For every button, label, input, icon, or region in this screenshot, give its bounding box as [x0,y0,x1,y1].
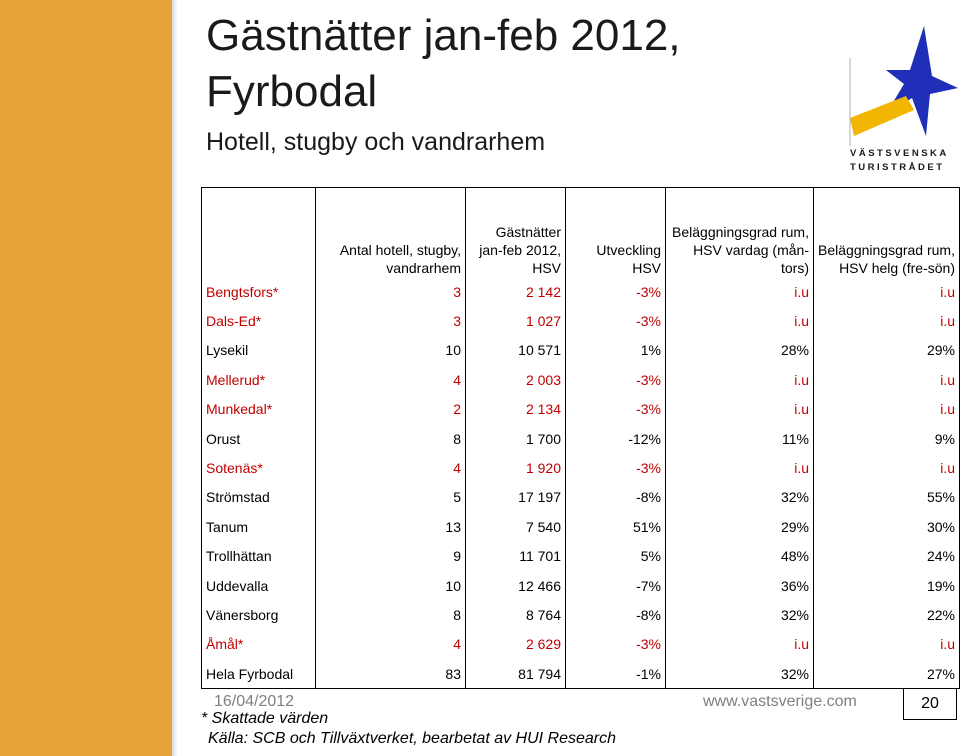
cell-occupancy-weekend: i.u [814,306,960,335]
cell-guest-nights: 17 197 [466,483,566,512]
cell-municipality: Dals-Ed* [202,306,316,335]
header-occupancy-weekday: Beläggningsgrad rum, HSV vardag (mån-tors) [666,188,814,278]
table-row [202,395,960,424]
cell-occupancy-weekday: i.u [666,365,814,394]
cell-occupancy-weekend: 29% [814,336,960,365]
cell-municipality: Orust [202,424,316,453]
cell-occupancy-weekday: 11% [666,424,814,453]
header-occupancy-weekend: Beläggningsgrad rum, HSV helg (fre-sön) [814,188,960,278]
cell-establishments: 2 [316,395,466,424]
cell-establishments: 10 [316,571,466,600]
cell-occupancy-weekday: i.u [666,306,814,335]
cell-guest-nights: 2 629 [466,630,566,659]
cell-municipality: Sotenäs* [202,453,316,482]
cell-establishments: 4 [316,630,466,659]
table-row [202,306,960,335]
cell-change: -3% [566,365,666,394]
cell-change: -3% [566,306,666,335]
table-row [202,453,960,482]
cell-change: 5% [566,542,666,571]
cell-change: -8% [566,483,666,512]
cell-municipality: Hela Fyrbodal [202,659,316,689]
header-change: Utveckling HSV [566,188,666,278]
cell-guest-nights: 1 027 [466,306,566,335]
table-row [202,600,960,629]
cell-occupancy-weekend: 27% [814,659,960,689]
header-establishments: Antal hotell, stugby, vandrarhem [316,188,466,278]
cell-municipality: Mellerud* [202,365,316,394]
footnote-estimated: * Skattade värden [201,710,329,727]
table-row [202,542,960,571]
cell-occupancy-weekday: 28% [666,336,814,365]
cell-occupancy-weekday: 36% [666,571,814,600]
logo-flag-icon [850,96,914,136]
logo-text-line1: VÄSTSVENSKA [850,148,949,159]
cell-establishments: 4 [316,453,466,482]
cell-occupancy-weekend: 55% [814,483,960,512]
cell-change: 1% [566,336,666,365]
page-number: 20 [903,688,957,720]
cell-occupancy-weekend: 22% [814,600,960,629]
cell-occupancy-weekday: 32% [666,600,814,629]
table-row [202,365,960,394]
logo-star-icon [886,26,958,136]
cell-guest-nights: 2 003 [466,365,566,394]
cell-occupancy-weekday: 29% [666,512,814,541]
footer-url: www.vastsverige.com [703,693,857,710]
cell-establishments: 3 [316,277,466,306]
cell-guest-nights: 7 540 [466,512,566,541]
logo-text-line2: TURISTRÅDET [850,162,945,173]
table-row [202,483,960,512]
cell-guest-nights: 2 142 [466,277,566,306]
table-row [202,659,960,689]
cell-occupancy-weekday: i.u [666,630,814,659]
cell-occupancy-weekend: 30% [814,512,960,541]
table-header-row [202,188,960,278]
cell-guest-nights: 10 571 [466,336,566,365]
cell-change: -1% [566,659,666,689]
cell-establishments: 83 [316,659,466,689]
cell-establishments: 5 [316,483,466,512]
cell-municipality: Munkedal* [202,395,316,424]
cell-guest-nights: 1 920 [466,453,566,482]
cell-occupancy-weekend: i.u [814,630,960,659]
table-row [202,571,960,600]
cell-municipality: Trollhättan [202,542,316,571]
cell-occupancy-weekday: 32% [666,483,814,512]
cell-establishments: 13 [316,512,466,541]
cell-guest-nights: 11 701 [466,542,566,571]
cell-occupancy-weekend: i.u [814,395,960,424]
cell-guest-nights: 12 466 [466,571,566,600]
guest-nights-table [201,187,960,689]
slide-title: Gästnätter jan-feb 2012, Fyrbodal [206,11,681,116]
cell-occupancy-weekday: i.u [666,395,814,424]
cell-change: -3% [566,630,666,659]
cell-guest-nights: 1 700 [466,424,566,453]
table-row [202,512,960,541]
side-bar-shadow [172,0,178,756]
cell-guest-nights: 8 764 [466,600,566,629]
cell-establishments: 8 [316,600,466,629]
header-guest-nights: Gästnätter jan-feb 2012, HSV [466,188,566,278]
table-row [202,424,960,453]
cell-establishments: 9 [316,542,466,571]
cell-guest-nights: 81 794 [466,659,566,689]
cell-municipality: Strömstad [202,483,316,512]
table-row [202,630,960,659]
cell-occupancy-weekday: 32% [666,659,814,689]
cell-occupancy-weekend: 9% [814,424,960,453]
cell-change: -3% [566,277,666,306]
cell-establishments: 3 [316,306,466,335]
cell-change: -3% [566,395,666,424]
cell-municipality: Åmål* [202,630,316,659]
cell-occupancy-weekend: i.u [814,453,960,482]
cell-occupancy-weekday: i.u [666,277,814,306]
table-row [202,277,960,306]
header-municipality [202,188,316,278]
cell-municipality: Vänersborg [202,600,316,629]
cell-municipality: Uddevalla [202,571,316,600]
footnote-source: Källa: SCB och Tillväxtverket, bearbetat av HUI Research [208,730,617,747]
cell-municipality: Lysekil [202,336,316,365]
cell-change: -8% [566,600,666,629]
cell-establishments: 10 [316,336,466,365]
table-row [202,336,960,365]
cell-change: -12% [566,424,666,453]
cell-municipality: Tanum [202,512,316,541]
cell-occupancy-weekday: 48% [666,542,814,571]
cell-change: -7% [566,571,666,600]
cell-occupancy-weekend: 19% [814,571,960,600]
cell-occupancy-weekend: 24% [814,542,960,571]
slide-subtitle: Hotell, stugby och vandrarhem [206,128,546,156]
cell-occupancy-weekend: i.u [814,277,960,306]
cell-municipality: Bengtsfors* [202,277,316,306]
cell-occupancy-weekday: i.u [666,453,814,482]
cell-change: 51% [566,512,666,541]
cell-establishments: 4 [316,365,466,394]
footer-date: 16/04/2012 [214,693,295,710]
cell-change: -3% [566,453,666,482]
cell-occupancy-weekend: i.u [814,365,960,394]
cell-establishments: 8 [316,424,466,453]
cell-guest-nights: 2 134 [466,395,566,424]
side-accent-bar [0,0,172,756]
